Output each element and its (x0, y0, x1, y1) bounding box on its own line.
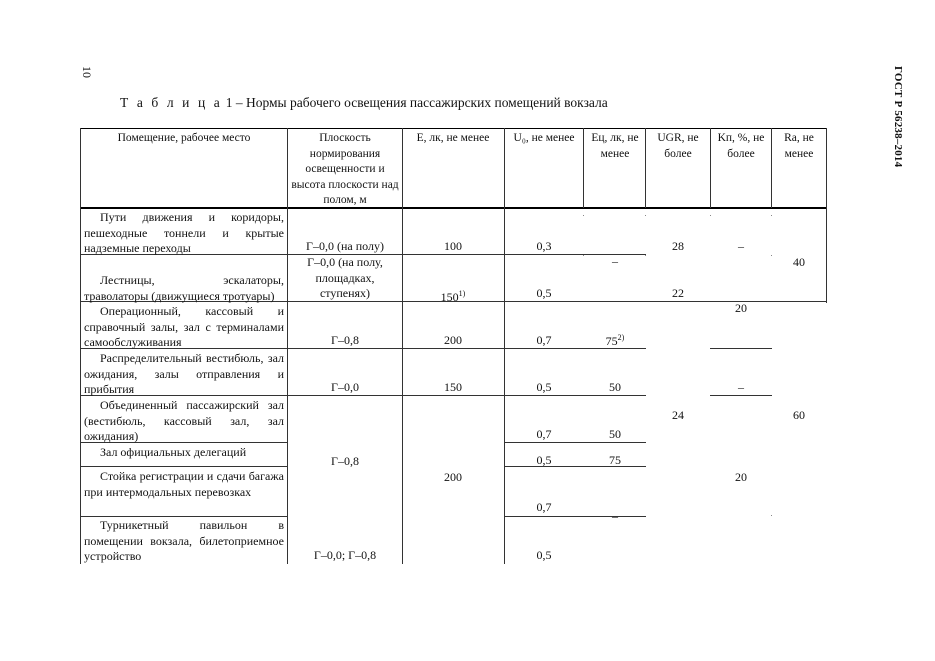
standard-label: ГОСТ Р 56238–2014 (892, 66, 904, 168)
row-2-uo: 0,5 (536, 286, 552, 300)
row-7-room: Стойка регистрации и сдачи багажа при интермодальных перевозках (84, 469, 284, 499)
row-3-uo: 0,7 (536, 333, 552, 347)
row-6-room: Зал официальных делегаций (100, 445, 247, 459)
header-ra: Rа, не менее (784, 132, 814, 160)
kp-group-bottom: 20 (735, 470, 747, 484)
header-ec: Eц, лк, не менее (591, 132, 639, 160)
row-2-room: Лестницы, эскалаторы, траволаторы (движущиеся тротуары) (84, 273, 284, 303)
row-8-room: Турникетный павильон в помещении вокзала, билетоприемное устройство (84, 518, 284, 563)
row-2-e-note: 1) (458, 289, 466, 298)
row-4-ec: 50 (609, 380, 621, 394)
row-4-kp: – (738, 380, 744, 394)
ec-dash-bottom: – (612, 509, 618, 523)
header-kp: Kп, %, не более (717, 132, 765, 160)
row-2-ugr: 22 (672, 286, 684, 300)
row-4-uo: 0,5 (536, 380, 552, 394)
row-4-plane: Г–0,0 (331, 380, 359, 394)
row-1-e: 100 (444, 239, 462, 253)
row-5-room: Объединенный пассажирский зал (вестибюль, кассовый зал, зал ожидания) (84, 398, 284, 443)
row-1-ugr: 28 (672, 239, 684, 253)
ec-dash-top: – (612, 254, 618, 268)
kp-group-top: 20 (735, 301, 747, 315)
row-8-uo: 0,5 (536, 548, 552, 562)
row-1-plane: Г–0,0 (на полу) (306, 239, 384, 253)
header-plane: Плоскость нормирования освещенности и высота плоскости над полом, м (291, 132, 399, 206)
row-1-kp: – (738, 239, 744, 253)
caption-text: 1 – Нормы рабочего освещения пассажирских помещений вокзала (222, 95, 608, 110)
page-number: 10 (80, 66, 94, 78)
header-e: E, лк, не менее (416, 132, 490, 144)
row-1-uo: 0,3 (536, 239, 552, 253)
row-3-e: 200 (444, 333, 462, 347)
row-4-room: Распределительный вестибюль, зал ожидания, залы отправления и прибытия (84, 351, 284, 396)
e-group: 200 (444, 470, 462, 484)
plane-group: Г–0,8 (331, 454, 359, 468)
row-3-ec: 75$^{2)}$ (605, 333, 625, 348)
header-uo: U₀, не менее (513, 132, 575, 144)
header-room: Помещение, рабочее место (117, 132, 251, 144)
row-3-plane: Г–0,8 (331, 333, 359, 347)
header-ugr: UGR, не более (657, 132, 699, 160)
row-2-e: 150$^{1)}$ (440, 289, 466, 304)
row-1-room: Пути движения и коридоры, пешеходные тоннели и крытые надземные переходы (84, 210, 284, 255)
row-7-uo: 0,7 (536, 500, 552, 514)
row-5-uo: 0,7 (536, 427, 552, 441)
ugr-group: 24 (672, 408, 684, 422)
table-caption (120, 95, 608, 111)
row-2-plane: Г–0,0 (на полу, площадках, ступенях) (307, 255, 383, 300)
row-4-e: 150 (444, 380, 462, 394)
row-3-room: Операционный, кассовый и справочный залы, зал с терминалами самообслуживания (84, 304, 284, 349)
row-5-ec: 50 (609, 427, 621, 441)
caption-label: Т а б л и ц а (120, 95, 223, 110)
ra-top: 40 (793, 255, 805, 269)
row-6-uo: 0,5 (536, 453, 552, 467)
row-6-ec: 75 (609, 453, 621, 467)
row-3-ec-note: 2) (617, 333, 625, 342)
row-8-plane: Г–0,0; Г–0,8 (313, 548, 377, 562)
ra-bottom: 60 (793, 408, 805, 422)
